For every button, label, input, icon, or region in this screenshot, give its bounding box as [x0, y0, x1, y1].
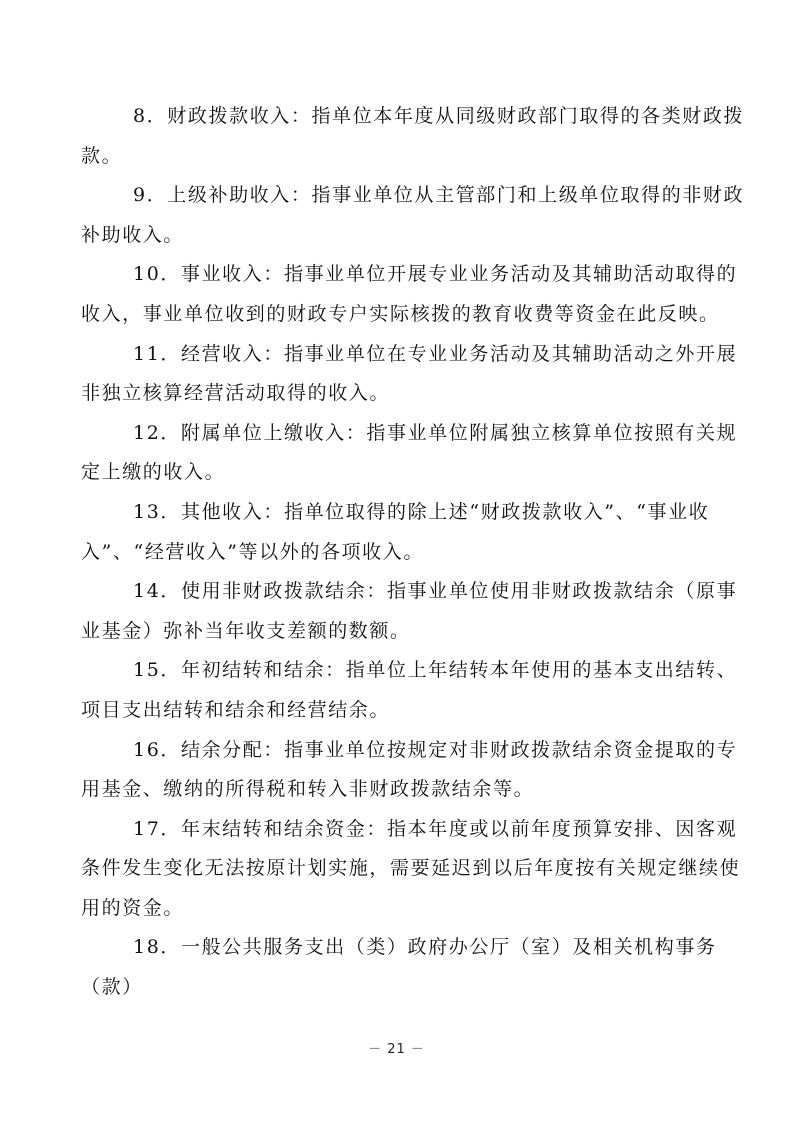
paragraph-item-14: 14．使用非财政拨款结余：指事业单位使用非财政拨款结余（原事业基金）弥补当年收支差额的数额。 [81, 580, 738, 642]
page-number: － 21 － [368, 1042, 425, 1057]
paragraph-item-15: 15．年初结转和结余：指单位上年结转本年使用的基本支出结转、项目支出结转和结余和经营结余。 [81, 659, 738, 721]
paragraph-item-8: 8．财政拨款收入：指单位本年度从同级财政部门取得的各类财政拨款。 [81, 105, 745, 167]
paragraph-item-16: 16．结余分配：指事业单位按规定对非财政拨款结余资金提取的专用基金、缴纳的所得税和转入非财政拨款结余等。 [81, 738, 738, 801]
paragraph-item-12: 12．附属单位上缴收入：指事业单位附属独立核算单位按照有关规定上缴的收入。 [81, 421, 738, 484]
document-body [81, 97, 745, 1008]
paragraph-item-17: 17．年末结转和结余资金：指本年度或以前年度预算安排、因客观条件发生变化无法按原计划实施，需要延迟到以后年度按有关规定继续使用的资金。 [81, 817, 741, 919]
paragraph-item-18: 18．一般公共服务支出（类）政府办公厅（室）及相关机构事务（款） [81, 936, 717, 999]
paragraph-item-10: 10．事业收入：指事业单位开展专业业务活动及其辅助活动取得的收入，事业单位收到的财政专户实际核拨的教育收费等资金在此反映。 [81, 263, 738, 325]
paragraph-item-11: 11．经营收入：指事业单位在专业业务活动及其辅助活动之外开展非独立核算经营活动取得的收入。 [81, 342, 738, 405]
paragraph-item-13: 13．其他收入：指单位取得的除上述“财政拨款收入”、“事业收入”、“经营收入”等以外的各项收入。 [81, 500, 710, 563]
paragraph-item-9: 9．上级补助收入：指事业单位从主管部门和上级单位取得的非财政补助收入。 [81, 184, 745, 246]
